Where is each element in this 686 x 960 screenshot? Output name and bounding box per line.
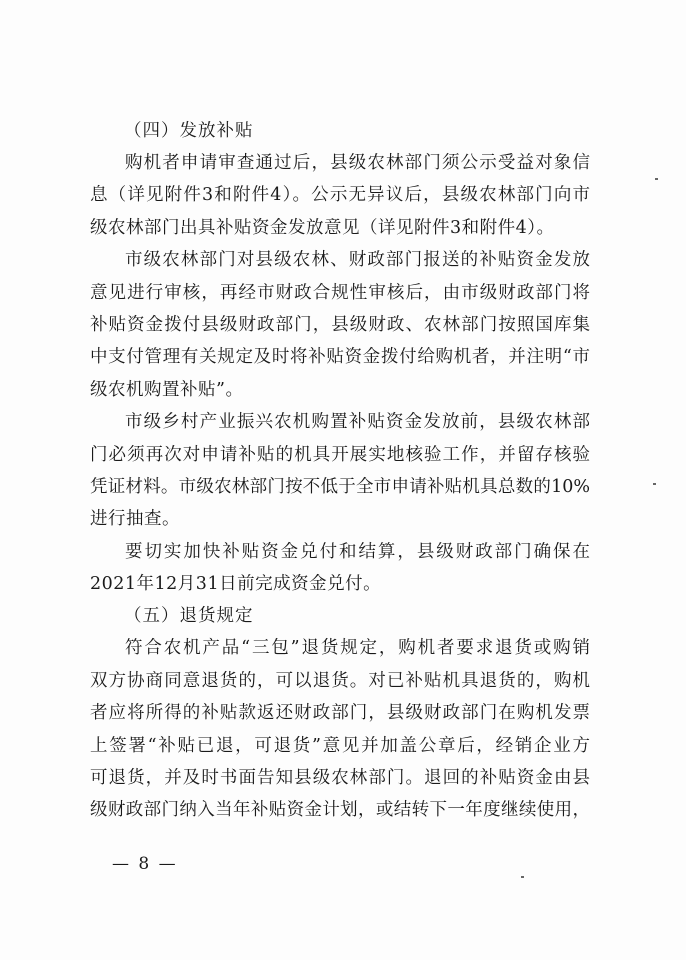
text-line: 中支付管理有关规定及时将补贴资金拨付给购机者，并注明“市	[90, 347, 590, 368]
text-line: 级农林部门出具补贴资金发放意见（详见附件3和附件4）。	[90, 217, 555, 238]
paragraph	[90, 246, 590, 405]
text-line: 级农机购置补贴”。	[90, 379, 244, 400]
paragraph	[90, 538, 590, 599]
text-line: 补贴资金拨付县级财政部门，县级财政、农林部门按照国库集	[90, 314, 590, 335]
text-line: 级财政部门纳入当年补贴资金计划，或结转下一年度继续使用，	[90, 800, 590, 821]
paragraph	[90, 634, 590, 825]
page-number: — 8 —	[112, 854, 178, 874]
section-heading: （五）退货规定	[124, 606, 254, 627]
paragraph	[90, 408, 590, 534]
text-line: 可退货，并及时书面告知县级农林部门。退回的补贴资金由县	[90, 768, 590, 789]
section-heading: （四）发放补贴	[124, 121, 254, 141]
section-return-rules	[90, 602, 590, 825]
paragraph	[90, 149, 590, 243]
text-line: 市级农林部门对县级农林、财政部门报送的补贴资金发放	[125, 250, 590, 271]
scan-speck	[653, 483, 656, 485]
text-line: 符合农机产品“三包”退货规定，购机者要求退货或购销	[125, 638, 590, 659]
scan-speck	[521, 876, 524, 878]
text-line: 双方协商同意退货的，可以退货。对已补贴机具退货的，购机	[90, 670, 590, 691]
text-line: 意见进行审核，再经市财政合规性审核后，由市级财政部门将	[90, 282, 590, 303]
text-line: 购机者申请审查通过后，县级农林部门须公示受益对象信	[125, 153, 590, 173]
text-line: 门必须再次对申请补贴的机具开展实地核验工作，并留存核验	[90, 444, 590, 465]
scan-speck	[655, 178, 658, 180]
text-line: 者应将所得的补贴款返还财政部门，县级财政部门在购机发票	[90, 703, 590, 724]
document-body	[90, 117, 590, 829]
section-issue-subsidy	[90, 117, 590, 599]
text-line: 进行抽查。	[90, 509, 180, 530]
text-line: 市级乡村产业振兴农机购置补贴资金发放前，县级农林部	[125, 412, 590, 433]
text-line: 2021年12月31日前完成资金兑付。	[90, 574, 382, 595]
text-line: 上签署“补贴已退，可退货”意见并加盖公章后，经销企业方	[90, 735, 590, 756]
text-line: 凭证材料。市级农林部门按不低于全市申请补贴机具总数的10%	[90, 476, 590, 497]
text-line: 息（详见附件3和附件4）。公示无异议后，县级农林部门向市	[90, 185, 590, 206]
text-line: 要切实加快补贴资金兑付和结算，县级财政部门确保在	[125, 541, 590, 562]
